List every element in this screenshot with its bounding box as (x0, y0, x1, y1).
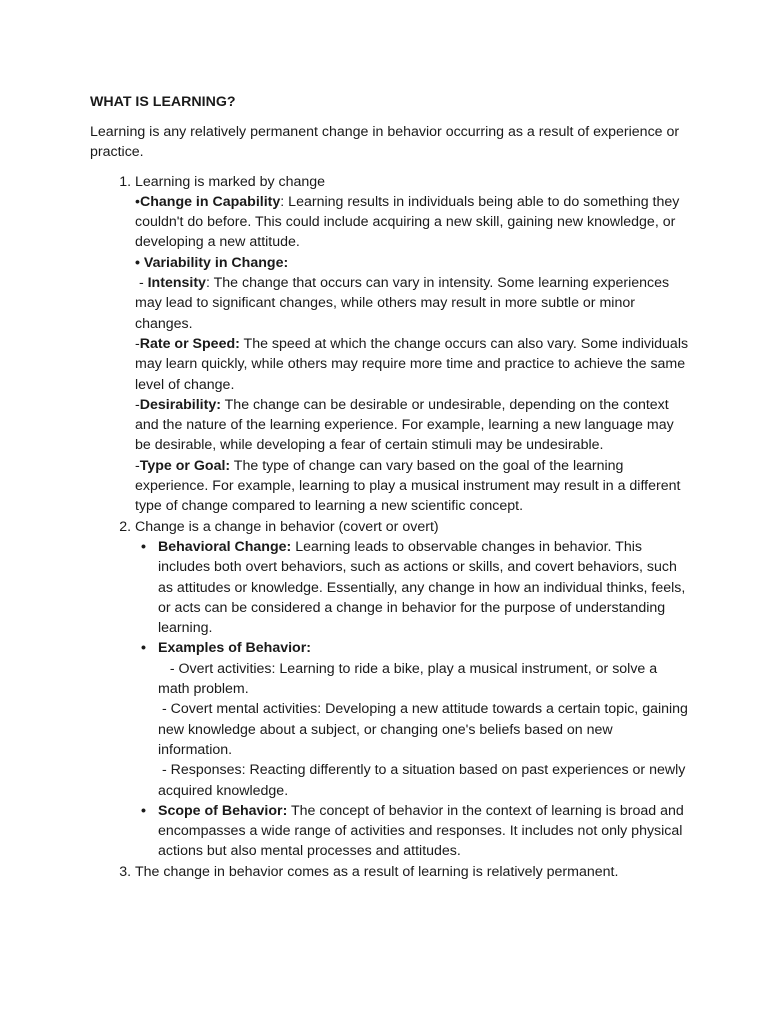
intensity-text: : The change that occurs can vary in intensity. Some learning experiences may lead to significant changes, while others may result in more subtle or minor changes. (135, 275, 670, 332)
sub-item-behavioral (158, 537, 690, 638)
list-item-3 (135, 862, 690, 882)
type-paragraph (135, 456, 690, 517)
variability-heading: • Variability in Change: (135, 254, 289, 271)
examples-covert: - Covert mental activities: Developing a new attitude towards a certain topic, gaining new knowledge about a subject, or changing one's beliefs based on new information. (158, 701, 692, 758)
examples-overt: - Overt activities: Learning to ride a bike, play a musical instrument, or solve a math problem. (158, 660, 662, 698)
desirability-text: The change can be desirable or undesirable, depending on the context and the nature of the learning experience. For example, learning a new language may be desirable, while developing a fear of certain stimuli may be undesirable. (135, 396, 674, 454)
examples-label: • Examples of Behavior: (158, 640, 311, 657)
type-prefix: - (135, 457, 140, 474)
desirability-label: Desirability: (139, 396, 221, 413)
page-title: WHAT IS LEARNING? (90, 94, 236, 110)
intensity-paragraph (135, 273, 690, 334)
examples-responses: - Responses: Reacting differently to a situation based on past experiences or newly acquired knowledge. (158, 762, 690, 799)
sub-item-scope (158, 801, 690, 862)
scope-label: Scope of Behavior: (158, 802, 288, 819)
type-label: Type or Goal: (139, 457, 231, 474)
rate-paragraph (135, 334, 690, 395)
rate-label: Rate or Speed: (139, 335, 240, 352)
capability-bullet: • (135, 193, 140, 210)
item2-heading: 2. Change is a change in behavior (covert or overt) (135, 518, 439, 535)
intensity-label: Intensity (147, 275, 206, 292)
sub-list (135, 537, 690, 862)
capability-paragraph (135, 192, 690, 253)
capability-label: Change in Capability (139, 193, 281, 210)
document-page (90, 92, 690, 882)
behavioral-label: Behavioral Change: (158, 538, 292, 555)
type-text: The type of change can vary based on the goal of the learning experience. For example, learning to play a musical instrument may result in a different type of change compared to learning a new scientific concept. (135, 457, 681, 515)
main-list (90, 172, 690, 882)
item3-heading: The change in behavior comes as a result of learning is relatively permanent. (135, 863, 619, 880)
intro-paragraph: Learning is any relatively permanent change in behavior occurring as a result of experience or practice. (90, 124, 680, 161)
desirability-paragraph (135, 395, 690, 456)
capability-text: : Learning results in individuals being able to do something they couldn't do before. This could include acquiring a new skill, gaining new knowledge, or developing a new attitude. (135, 193, 680, 251)
behavioral-text: Learning leads to observable changes in behavior. This includes both overt behaviors, such as actions or skills, and covert behaviors, such as attitudes or knowledge. Essentially, any change in how an individual thinks, feels, or acts can be considered a change in behavior for the purpose of understanding learning. (158, 538, 686, 637)
sub-item-examples (158, 638, 690, 800)
rate-text: The speed at which the change occurs can also vary. Some individuals may learn quickly, while others may require more time and practice to achieve the same level of change. (135, 335, 689, 393)
desirability-prefix: - (135, 396, 140, 413)
rate-prefix: - (135, 335, 140, 352)
list-item-2 (135, 517, 690, 862)
intensity-prefix: - (135, 275, 148, 292)
scope-text: The concept of behavior in the context of learning is broad and encompasses a wide range of activities and responses. It includes not only physical actions but also mental processes and attitudes. (158, 802, 684, 860)
list-item-1 (135, 172, 690, 517)
item1-heading: 1. Learning is marked by change (135, 173, 326, 190)
